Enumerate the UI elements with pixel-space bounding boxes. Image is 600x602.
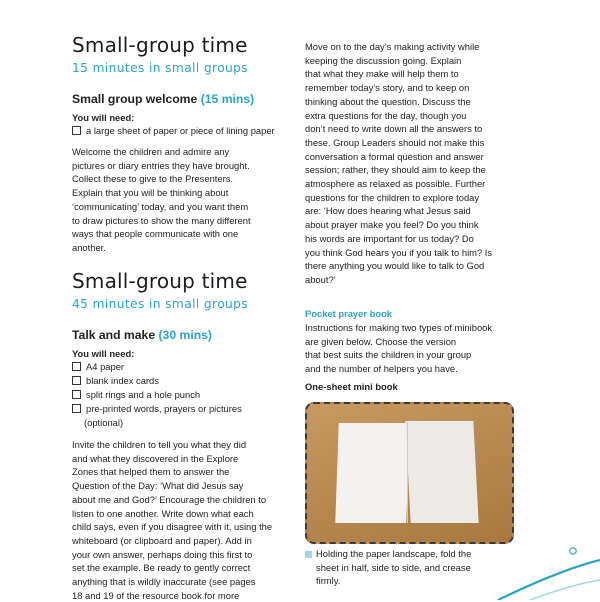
checklist-item-label: split rings and a hole punch: [86, 389, 201, 400]
section2-activity-time: (30 mins): [158, 328, 212, 342]
prayer-book-paragraph: Instructions for making two types of minibook are given below. Choose the version that best suits the children in your group and the number of helpers you have.: [305, 322, 493, 375]
section1-subtitle: 15 minutes in small groups: [72, 61, 249, 75]
section2-paragraph: Invite the children to tell you what they did and what they discovered in the Explore Zones that helped them to answer the Question of the Day: ‘What did Jesus say about me and God?’ Encourage the children to listen to one another. Write down what each child says, even if you disagree with it, using the whiteboard (or clipboard and paper). Add in your own answer, perhaps doing this first to set the example. Be ready to gently correct anything that is wildly inaccurate (see pages 18 and 19 of the resource book for more: [72, 439, 273, 601]
decorative-circle-icon: [570, 548, 576, 554]
discussion-paragraph: Move on to the day’s making activity while keeping the discussion going. Explain that what they make will help them to remember today’s story, and to keep on thinking about the question. Discuss the extra questions for the day, though you don’t need to write down all the answers to these. Group Leaders should not make this conversation a formal question and answer session; rather, they should aim to keep the atmosphere as relaxed as possible. Further questions for the children to explore today are: ‘How does hearing what Jesus said about prayer make you feel? Do you think his words are important for us today? Do you think God hears you if you talk to him? Is there anything you would like to talk to God about?’: [305, 41, 493, 285]
checklist-item-label: a large sheet of paper or piece of lining paper: [86, 125, 275, 136]
step-text: Holding the paper landscape, fold the sheet in half, side to side, and crease firmly.: [316, 548, 472, 587]
mini-book-heading: One-sheet mini book: [305, 381, 398, 392]
section1-activity-time: (15 mins): [200, 92, 255, 106]
section2-subtitle: 45 minutes in small groups: [72, 297, 249, 311]
section1-paragraph: Welcome the children and admire any pictures or diary entries they have brought. Collect these to give to the Presenters. Explain that you will be thinking about ‘communicating’ today, and you want them to draw pictures to show the many different ways that people communicate with one another.: [72, 146, 251, 253]
section1-activity-title: Small group welcome: [72, 92, 198, 106]
checklist-item-label: A4 paper: [86, 361, 125, 372]
section1-need-label: You will need:: [72, 112, 135, 123]
section2-activity-title: Talk and make: [72, 328, 156, 342]
section2-title: Small-group time: [72, 269, 248, 293]
decorative-curve-icon: [530, 580, 600, 600]
decorative-curve-icon: [498, 560, 600, 600]
section2-need-label: You will need:: [72, 348, 135, 359]
checklist-item-label: pre-printed words, prayers or pictures: [86, 403, 242, 414]
prayer-book-heading: Pocket prayer book: [305, 308, 393, 319]
section1-title: Small-group time: [72, 33, 248, 57]
checklist-item-label: blank index cards: [86, 375, 159, 386]
checklist-item-continuation: (optional): [84, 417, 124, 428]
